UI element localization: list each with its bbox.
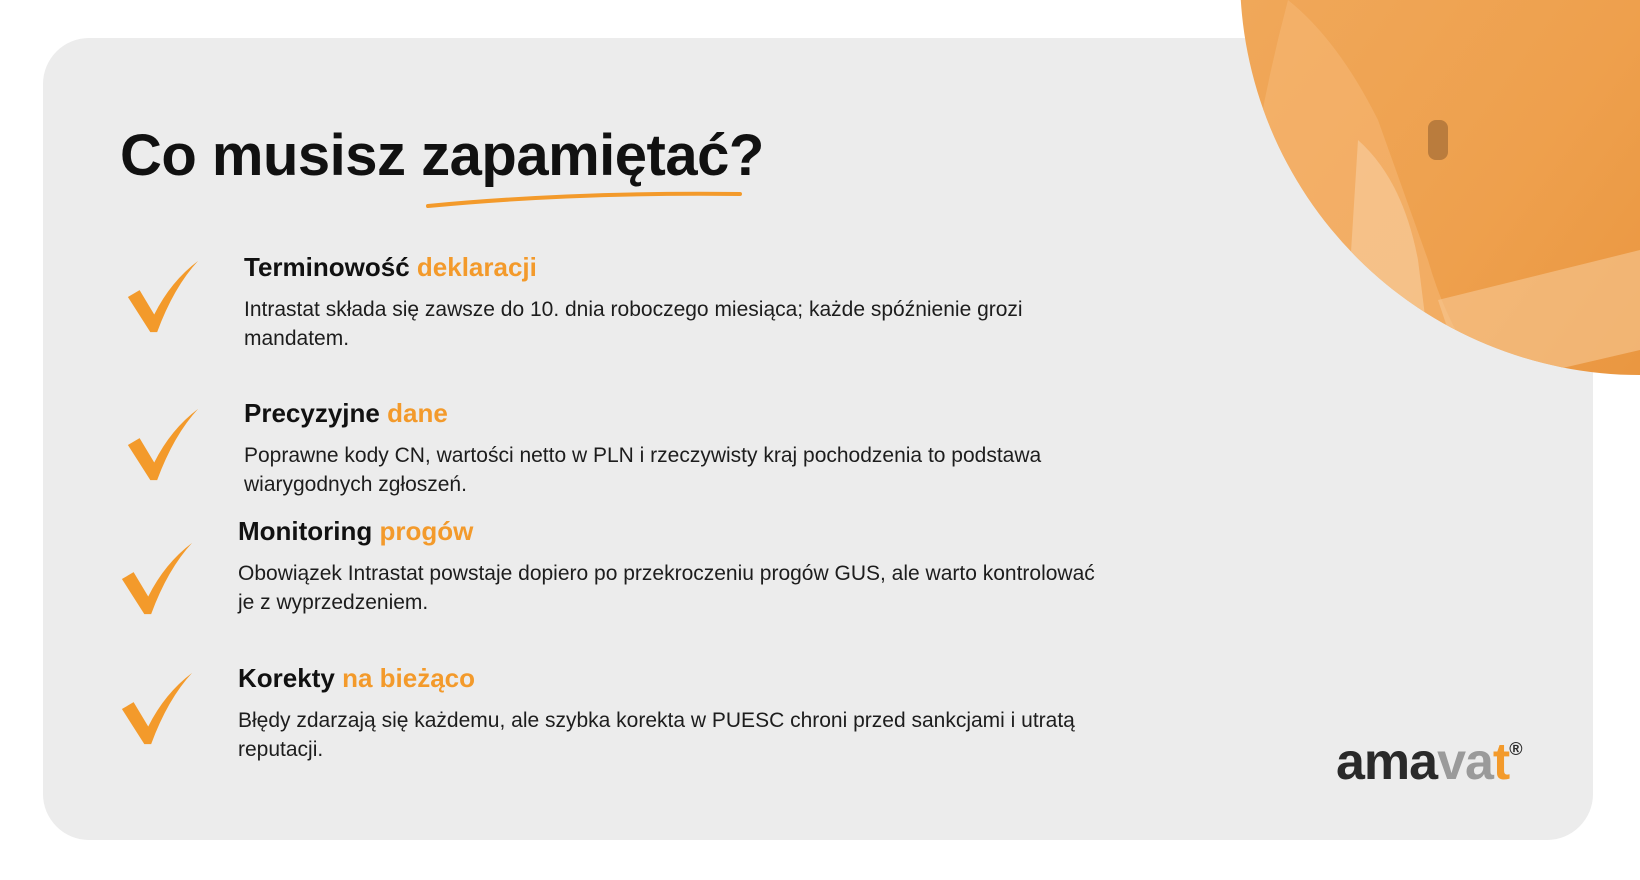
decorative-photo-ring [1228,0,1640,566]
checkmark-icon [124,406,202,484]
title-underlined: zapamiętać? [421,123,764,188]
item-body: Obowiązek Intrastat powstaje dopiero po przekroczeniu progów GUS, ale warto kontrolować je z wyprzedzeniem. [238,562,1095,614]
item-heading-dark: Precyzyjne [244,398,380,428]
item-heading-accent: dane [387,398,448,428]
list-item [238,516,1198,617]
item-heading-accent: na bieżąco [342,663,475,693]
item-heading-accent: deklaracji [416,252,537,282]
item-body: Poprawne kody CN, wartości netto w PLN i rzeczywisty kraj pochodzenia to podstawa wiarygodnych zgłoszeń. [244,444,1042,496]
item-heading-accent: progów [379,516,474,546]
item-heading [244,252,1204,283]
logo-part-grey: va [1437,733,1493,791]
checkmark-icon [118,670,196,748]
item-heading [238,516,1198,547]
item-body: Błędy zdarzają się każdemu, ale szybka korekta w PUESC chroni przed sankcjami i utratą reputacji. [238,709,1075,761]
page-title [120,122,764,189]
title-underline-decoration [424,186,744,210]
list-item [244,252,1204,353]
item-heading-dark: Terminowość [244,252,410,282]
item-heading [244,398,1204,429]
logo-part-orange: t [1492,733,1510,791]
item-heading [238,663,1198,694]
checkmark-icon [124,258,202,336]
amavat-logo [1336,732,1522,792]
item-body: Intrastat składa się zawsze do 10. dnia roboczego miesiąca; każde spóźnienie grozi mandatem. [244,298,1023,350]
item-heading-dark: Korekty [238,663,335,693]
registered-mark: ® [1509,738,1522,759]
title-main: Co musisz [120,123,422,188]
logo-part-dark: ama [1336,733,1438,791]
item-heading-dark: Monitoring [238,516,373,546]
list-item [238,663,1198,764]
list-item [244,398,1204,499]
checkmark-icon [118,540,196,618]
